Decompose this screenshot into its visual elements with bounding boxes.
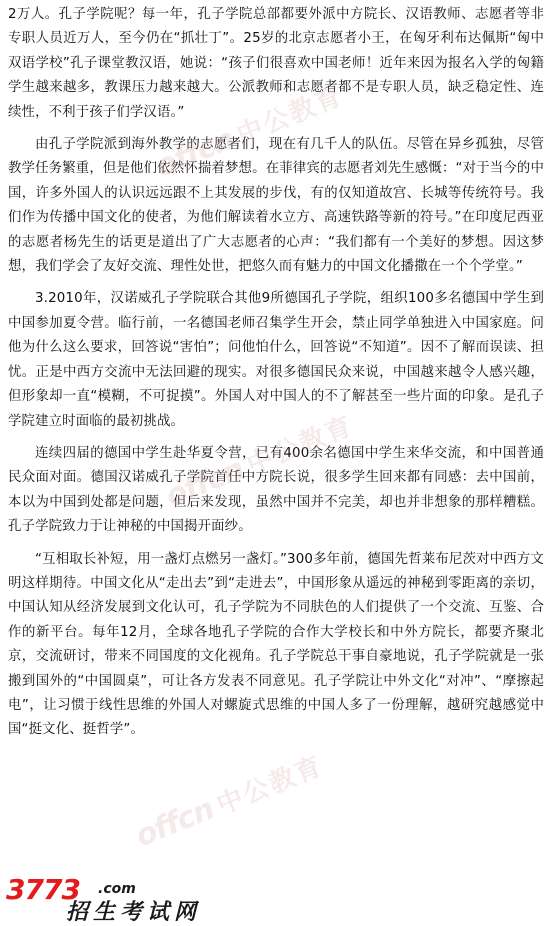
site-logo-number: 3773 [6, 873, 80, 906]
paragraph-5: “互相取长补短，用一盏灯点燃另一盏灯。”300多年前，德国先哲莱布尼茨对中西方文明这样期待。中国文化从“走出去”到“走进去”，中国形象从遥远的神秘到零距离的亲切，中国认知从经济发展到文化认可，孔子学院为不同肤色的人们提供了一个交流、互鉴、合作的新平台。每年12月，全球各地孔子学院的合作大学校长和中外方院长，都要齐聚北京，交流研讨，带来不同国度的文化视角。孔子学院总干事自豪地说，孔子学院就是一张搬到国外的“中国圆桌”，可让各方发表不同意见。孔子学院让中外文化“对冲”、“摩擦起电”，让习惯于线性思维的外国人对螺旋式思维的中国人多了一份理解，越研究越感觉中国“挺文化、挺哲学”。 [8, 551, 544, 738]
offcn-watermark: offcn中公教育 [150, 81, 348, 185]
site-logo [6, 873, 346, 923]
offcn-watermark: offcn中公教育 [130, 751, 328, 855]
site-logo-name: 招生考试网 [66, 899, 202, 925]
paragraph-3: 3.2010年，汉诺威孔子学院联合其他9所德国孔子学院，组织100多名德国中学生到中国参加夏令营。临行前，一名德国老师召集学生开会，禁止同学单独进入中国家庭。问他为什么这么要求，回答说“害怕”；问他怕什么，回答说“不知道”。因不了解而误读、担忧。正是中西方交流中无法回避的现实。对很多德国民众来说，中国越来越令人感兴趣，但形象却一直“模糊，不可捉摸”。外国人对中国人的不了解甚至一些片面的印象。是孔子学院建立时面临的最初挑战。 [8, 291, 544, 429]
site-logo-tld: .com [98, 881, 136, 897]
article-body [8, 3, 544, 751]
paragraph-1: 2万人。孔子学院呢？每一年，孔子学院总部都要外派中方院长、汉语教师、志愿者等非专职人员近万人，至今仍在“抓壮丁”。25岁的北京志愿者小王，在匈牙利布达佩斯“匈中双语学校”孔子课堂教汉语，她说：“孩子们很喜欢中国老师！近年来因为报名入学的匈籍学生越来越多，教课压力越来越大。公派教师和志愿者都不是专职人员，缺乏稳定性、连续性，不利于孩子们学汉语。” [8, 7, 544, 120]
paragraph-4: 连续四届的德国中学生赴华夏令营，已有400余名德国中学生来华交流，和中国普通民众面对面。德国汉诺威孔子学院首任中方院长说，很多学生回来都有同感：去中国前，本以为中国到处都是问题，但后来发现，虽然中国并不完美，却也并非想象的那样糟糕。孔子学院致力于让神秘的中国揭开面纱。 [8, 445, 544, 535]
offcn-watermark: offcn中公教育 [160, 411, 358, 515]
paragraph-2: 由孔子学院派到海外教学的志愿者们，现在有几千人的队伍。尽管在异乡孤独，尽管教学任务繁重，但是他们依然怀揣着梦想。在菲律宾的志愿者刘先生感慨：“对于当今的中国，许多外国人的认识远远跟不上其发展的步伐，有的仅知道故宫、长城等传统符号。我们作为传播中国文化的使者，为他们解读着水立方、高速铁路等新的符号。”在印度尼西亚的志愿者杨先生的话更是道出了广大志愿者的心声：“我们都有一个美好的梦想。因这梦想，我们学会了友好交流、理性处世，把悠久而有魅力的中国文化播撒在一个个学堂。” [8, 137, 544, 275]
